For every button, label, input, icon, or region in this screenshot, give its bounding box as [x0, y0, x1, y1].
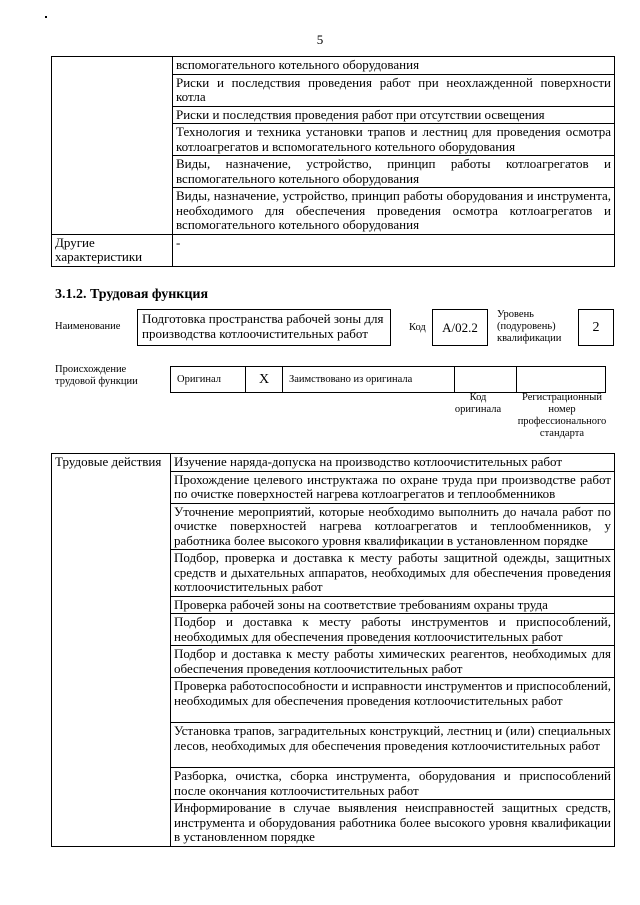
- labor-action-row: Проверка рабочей зоны на соответствие требованиям охраны труда: [171, 596, 615, 614]
- knowledge-row: Виды, назначение, устройство, принцип работы котлоагрегатов и вспомогательного котельного оборудования: [173, 156, 615, 188]
- original-mark: X: [246, 367, 283, 392]
- level-label: Уровень (подуровень) квалификации: [497, 309, 562, 344]
- labor-action-row: Уточнение мероприятий, которые необходимо выполнить до начала работ по очистке поверхностей нагрева котлоагрегатов и теплообменников, у работника более высокого уровня квалификации в установленном порядке: [171, 503, 615, 550]
- function-code: А/02.2: [432, 309, 488, 346]
- code-original-caption: Код оригинала: [454, 392, 502, 415]
- other-characteristics-value: -: [173, 234, 615, 266]
- origin-row: [170, 366, 606, 393]
- labor-action-row: Проверка работоспособности и исправности инструментов и приспособлений, необходимых для обеспечения проведения котлоочистительных работ: [171, 678, 615, 723]
- function-name: Подготовка пространства рабочей зоны для производства котлоочистительных работ: [137, 309, 391, 346]
- scan-dot: [45, 16, 47, 18]
- labor-action-row: Изучение наряда-допуска на производство котлоочистительных работ: [171, 454, 615, 472]
- labor-actions-label: Трудовые действия: [52, 454, 171, 847]
- page-number: 5: [316, 32, 324, 47]
- origin-label: Происхождение трудовой функции: [55, 364, 138, 387]
- reg-empty-cell: [517, 367, 605, 392]
- qualification-level: 2: [578, 309, 614, 346]
- knowledge-row: Виды, назначение, устройство, принцип работы оборудования и инструмента, необходимого для обеспечения проведения осмотра котлоагрегатов и вспомогательного котельного оборудования: [173, 188, 615, 235]
- knowledge-row: Риски и последствия проведения работ при отсутствии освещения: [173, 106, 615, 124]
- code-label: Код: [409, 322, 426, 333]
- labor-action-row: Подбор и доставка к месту работы химических реагентов, необходимых для обеспечения проведения котлоочистительных работ: [171, 646, 615, 678]
- origin-empty-cell: [455, 367, 517, 392]
- knowledge-table: [51, 56, 615, 267]
- knowledge-row: вспомогательного котельного оборудования: [173, 57, 615, 75]
- labor-action-row: Прохождение целевого инструктажа по охране труда при производстве работ по очистке поверхностей нагрева котлоагрегатов и теплообменников: [171, 471, 615, 503]
- labor-action-row: Разборка, очистка, сборка инструмента, оборудования и приспособлений после окончания котлоочистительных работ: [171, 768, 615, 800]
- knowledge-label-cell: [52, 57, 173, 235]
- labor-action-row: Информирование в случае выявления неисправностей защитных средств, инструмента и оборудования работника более высокого уровня квалификации в установленном порядке: [171, 800, 615, 847]
- labor-action-row: Подбор, проверка и доставка к месту работы защитной одежды, защитных средств и дыхательных аппаратов, необходимых для обеспечения проведения котлоочистительных работ: [171, 550, 615, 597]
- other-characteristics-label: Другие характеристики: [52, 234, 173, 266]
- reg-number-caption: Регистрационный номер профессионального стандарта: [517, 392, 607, 439]
- knowledge-row: Технология и техника установки трапов и лестниц для проведения осмотра котлоагрегатов и вспомогательного котельного оборудования: [173, 124, 615, 156]
- labor-action-row: Установка трапов, заградительных конструкций, лестниц и (или) специальных лесов, необходимых для обеспечения проведения котлоочистительных работ: [171, 723, 615, 768]
- name-label: Наименование: [55, 321, 121, 332]
- original-label: Оригинал: [171, 367, 246, 392]
- labor-actions-table: [51, 453, 615, 847]
- section-title: 3.1.2. Трудовая функция: [55, 287, 209, 302]
- labor-action-row: Подбор и доставка к месту работы инструментов и приспособлений, необходимых для обеспечения проведения котлоочистительных работ: [171, 614, 615, 646]
- borrowed-label: Заимствовано из оригинала: [283, 367, 455, 392]
- knowledge-row: Риски и последствия проведения работ при неохлажденной поверхности котла: [173, 74, 615, 106]
